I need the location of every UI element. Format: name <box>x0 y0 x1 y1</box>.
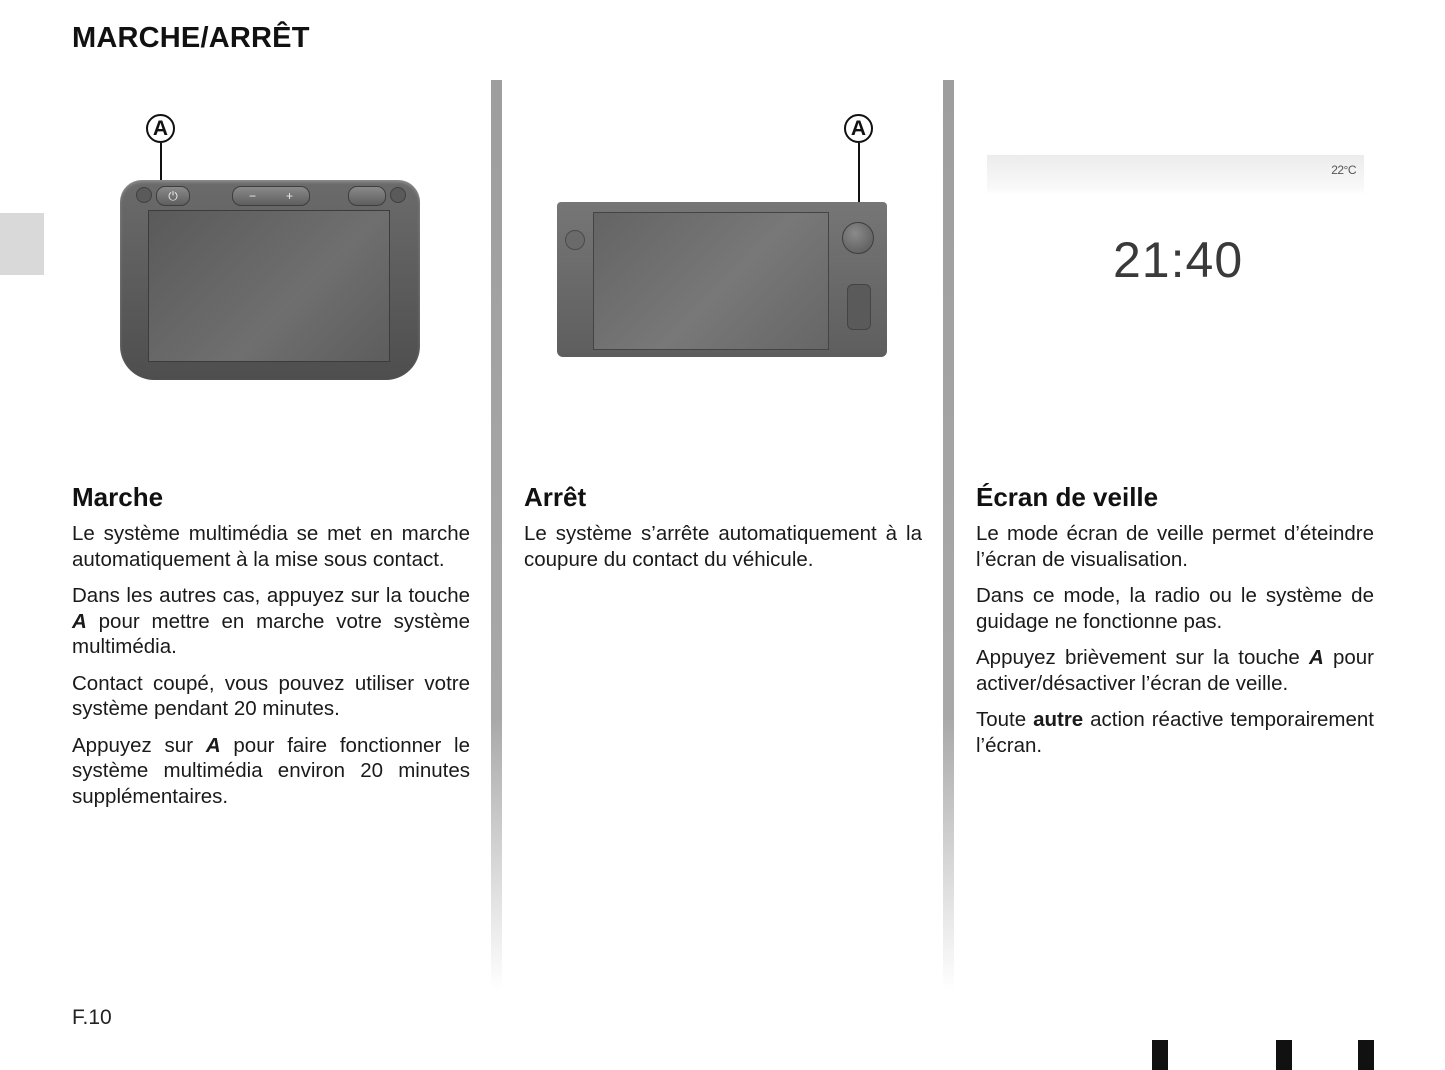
callout-a-line <box>160 143 162 181</box>
clock-readout: 21:40 <box>1113 232 1244 288</box>
emphasis: autre <box>1033 708 1084 731</box>
paragraph: Le système s’arrête automatiquement à la coupure du contact du véhicule. <box>524 522 922 571</box>
column-marche <box>72 482 470 820</box>
print-mark <box>1152 1040 1168 1070</box>
device-knob-left <box>565 230 585 250</box>
section-title-veille: Écran de veille <box>976 482 1159 512</box>
key-reference-a: A <box>1308 646 1324 669</box>
usb-button[interactable] <box>348 186 386 206</box>
usb-port <box>847 284 871 330</box>
paragraph: Appuyez brièvement sur la touche A pour activer/désactiver l’écran de veille. <box>976 646 1374 695</box>
power-button[interactable] <box>156 186 190 206</box>
figure-multimedia-unit-top-button <box>120 112 430 382</box>
column-divider-1 <box>491 80 502 990</box>
paragraph: Contact coupé, vous pouvez utiliser votre système pendant 20 minutes. <box>72 671 470 720</box>
figure-multimedia-unit-side-button <box>557 112 889 362</box>
section-title-marche: Marche <box>72 482 164 512</box>
print-mark <box>1358 1040 1374 1070</box>
paragraph: Le système multimédia se met en marche automatiquement à la mise sous contact. <box>72 522 470 571</box>
paragraph: Dans les autres cas, appuyez sur la touche A pour mettre en marche votre système multimédia. <box>72 584 470 658</box>
volume-rocker[interactable] <box>232 186 310 206</box>
multimedia-unit <box>557 202 887 357</box>
device-screen <box>593 212 829 350</box>
device-frame <box>557 202 887 357</box>
section-title-arret: Arrêt <box>524 482 587 512</box>
callout-a: A <box>146 114 175 143</box>
column-divider-2 <box>943 80 954 990</box>
paragraph: Toute autre action réactive temporairement l’écran. <box>976 708 1374 757</box>
paragraph: Appuyez sur A pour faire fonctionner le système multimédia environ 20 minutes supplémentaires. <box>72 733 471 808</box>
page-number: F.10 <box>72 1006 112 1029</box>
power-icon: ⏻ <box>168 189 178 203</box>
column-ecran-de-veille <box>976 482 1374 769</box>
power-button[interactable] <box>842 222 874 254</box>
figure-standby-screen <box>987 155 1365 395</box>
screen-status-bar <box>987 155 1364 195</box>
device-knob-left <box>136 187 152 203</box>
minus-icon: − <box>248 189 256 203</box>
column-arret <box>524 482 922 583</box>
temperature-readout: 22°C <box>1331 163 1356 177</box>
key-reference-a: A <box>205 733 221 757</box>
section-tab <box>0 213 44 275</box>
device-frame <box>120 180 420 380</box>
plus-icon: + <box>286 189 294 203</box>
key-reference-a: A <box>72 609 87 633</box>
page-title: MARCHE/ARRÊT <box>72 22 310 54</box>
device-knob-right <box>390 187 406 203</box>
paragraph: Le mode écran de veille permet d’éteindre l’écran de visualisation. <box>976 522 1374 571</box>
print-mark <box>1276 1040 1292 1070</box>
callout-a: A <box>844 114 873 143</box>
multimedia-unit <box>120 180 420 380</box>
device-screen <box>148 210 390 362</box>
paragraph: Dans ce mode, la radio ou le système de guidage ne fonctionne pas. <box>976 584 1374 633</box>
